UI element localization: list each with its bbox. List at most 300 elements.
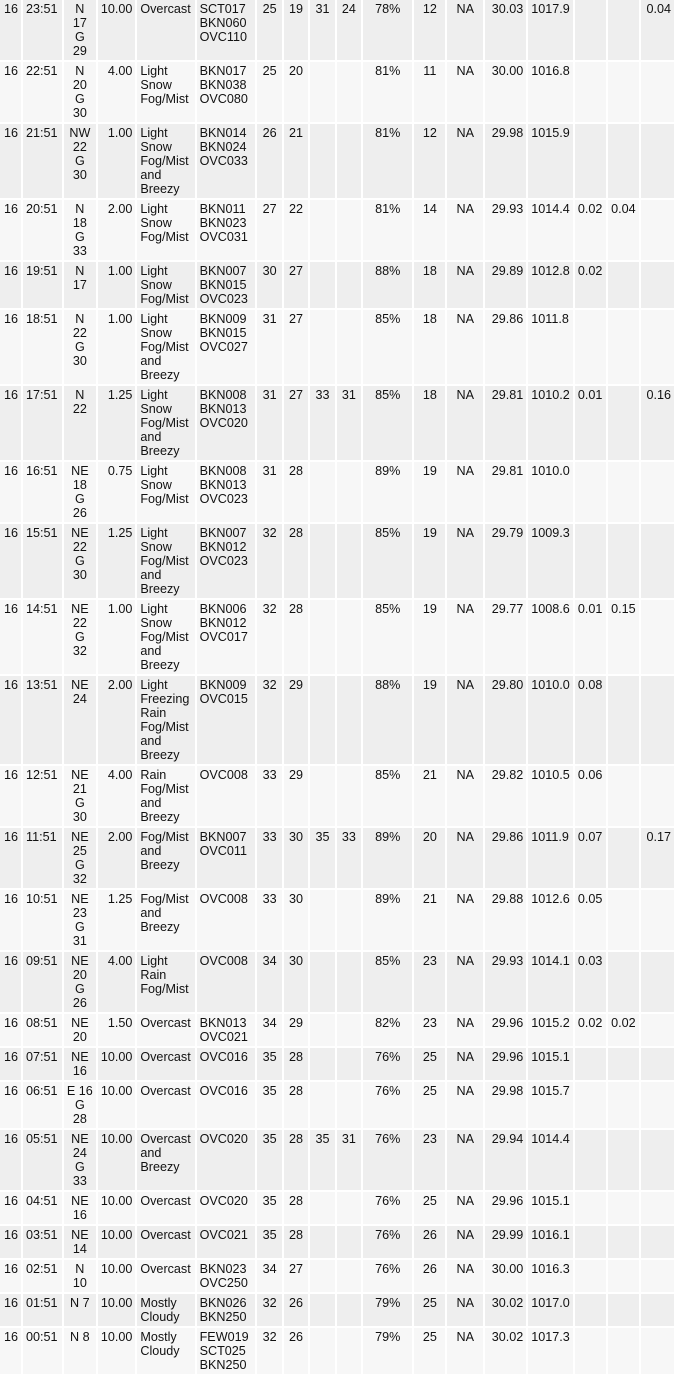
sky-condition-cell: BKN008 BKN013 OVC023	[197, 462, 256, 522]
altimeter-cell: 29.86	[485, 828, 526, 888]
sea-level-pressure-cell: 1015.1	[528, 1192, 573, 1224]
date-cell: 16	[0, 124, 21, 198]
air-temp-cell: 31	[257, 462, 281, 522]
sky-condition-cell: OVC021	[197, 1226, 256, 1258]
max-6hr-cell	[310, 262, 334, 308]
heat-index-cell: NA	[447, 1014, 483, 1046]
table-row	[0, 124, 674, 198]
max-6hr-cell	[310, 462, 334, 522]
heat-index-cell: NA	[447, 1048, 483, 1080]
sea-level-pressure-cell: 1009.3	[528, 524, 573, 598]
relative-humidity-cell: 85%	[363, 310, 412, 384]
time-cell: 06:51	[23, 1082, 62, 1128]
table-row	[0, 262, 674, 308]
dewpoint-cell: 30	[284, 890, 308, 950]
wind-chill-cell: 26	[414, 1260, 445, 1292]
visibility-cell: 2.00	[98, 828, 136, 888]
date-cell: 16	[0, 600, 21, 674]
min-6hr-cell	[337, 766, 361, 826]
dewpoint-cell: 20	[284, 62, 308, 122]
table-row	[0, 952, 674, 1012]
wind-cell: NE 24	[64, 676, 96, 764]
wind-chill-cell: 20	[414, 828, 445, 888]
wind-chill-cell: 23	[414, 1014, 445, 1046]
visibility-cell: 10.00	[98, 1048, 136, 1080]
weather-cell: Mostly Cloudy	[137, 1294, 194, 1326]
visibility-cell: 1.25	[98, 524, 136, 598]
wind-chill-cell: 26	[414, 1226, 445, 1258]
visibility-cell: 10.00	[98, 1082, 136, 1128]
table-row	[0, 1130, 674, 1190]
min-6hr-cell	[337, 1226, 361, 1258]
relative-humidity-cell: 89%	[363, 890, 412, 950]
table-row	[0, 600, 674, 674]
altimeter-cell: 29.96	[485, 1014, 526, 1046]
time-cell: 00:51	[23, 1328, 62, 1374]
precip-3hr-cell: 0.02	[608, 1014, 639, 1046]
altimeter-cell: 29.77	[485, 600, 526, 674]
precip-6hr-cell	[641, 200, 674, 260]
min-6hr-cell	[337, 124, 361, 198]
min-6hr-cell	[337, 1294, 361, 1326]
visibility-cell: 4.00	[98, 766, 136, 826]
min-6hr-cell: 31	[337, 386, 361, 460]
precip-3hr-cell	[608, 386, 639, 460]
wind-cell: NE 20	[64, 1014, 96, 1046]
min-6hr-cell	[337, 310, 361, 384]
sea-level-pressure-cell: 1014.4	[528, 1130, 573, 1190]
wind-chill-cell: 19	[414, 600, 445, 674]
heat-index-cell: NA	[447, 1294, 483, 1326]
min-6hr-cell	[337, 600, 361, 674]
sea-level-pressure-cell: 1016.1	[528, 1226, 573, 1258]
wind-cell: E 16 G 28	[64, 1082, 96, 1128]
wind-cell: NE 24 G 33	[64, 1130, 96, 1190]
air-temp-cell: 35	[257, 1082, 281, 1128]
weather-cell: Overcast	[137, 1226, 194, 1258]
precip-1hr-cell	[575, 1226, 606, 1258]
table-row	[0, 524, 674, 598]
wind-cell: N 8	[64, 1328, 96, 1374]
time-cell: 05:51	[23, 1130, 62, 1190]
weather-cell: Overcast	[137, 1048, 194, 1080]
precip-6hr-cell	[641, 124, 674, 198]
time-cell: 02:51	[23, 1260, 62, 1292]
min-6hr-cell: 33	[337, 828, 361, 888]
date-cell: 16	[0, 462, 21, 522]
precip-1hr-cell: 0.05	[575, 890, 606, 950]
min-6hr-cell	[337, 1082, 361, 1128]
wind-cell: NE 23 G 31	[64, 890, 96, 950]
sky-condition-cell: FEW019 SCT025 BKN250	[197, 1328, 256, 1374]
sky-condition-cell: SCT017 BKN060 OVC110	[197, 0, 256, 60]
relative-humidity-cell: 81%	[363, 200, 412, 260]
date-cell: 16	[0, 524, 21, 598]
precip-3hr-cell	[608, 828, 639, 888]
sea-level-pressure-cell: 1016.3	[528, 1260, 573, 1292]
date-cell: 16	[0, 200, 21, 260]
visibility-cell: 10.00	[98, 1226, 136, 1258]
weather-cell: Overcast	[137, 1014, 194, 1046]
precip-3hr-cell	[608, 1048, 639, 1080]
table-row	[0, 1192, 674, 1224]
sky-condition-cell: BKN007 BKN015 OVC023	[197, 262, 256, 308]
precip-6hr-cell	[641, 600, 674, 674]
altimeter-cell: 30.02	[485, 1328, 526, 1374]
time-cell: 14:51	[23, 600, 62, 674]
min-6hr-cell	[337, 1192, 361, 1224]
dewpoint-cell: 30	[284, 828, 308, 888]
dewpoint-cell: 28	[284, 1130, 308, 1190]
altimeter-cell: 29.86	[485, 310, 526, 384]
precip-1hr-cell	[575, 462, 606, 522]
max-6hr-cell: 33	[310, 386, 334, 460]
heat-index-cell: NA	[447, 766, 483, 826]
wind-chill-cell: 21	[414, 766, 445, 826]
max-6hr-cell	[310, 890, 334, 950]
max-6hr-cell	[310, 200, 334, 260]
visibility-cell: 2.00	[98, 676, 136, 764]
sea-level-pressure-cell: 1015.7	[528, 1082, 573, 1128]
wind-cell: NE 18 G 26	[64, 462, 96, 522]
heat-index-cell: NA	[447, 828, 483, 888]
wind-chill-cell: 18	[414, 262, 445, 308]
time-cell: 18:51	[23, 310, 62, 384]
heat-index-cell: NA	[447, 462, 483, 522]
max-6hr-cell: 35	[310, 1130, 334, 1190]
date-cell: 16	[0, 1048, 21, 1080]
time-cell: 21:51	[23, 124, 62, 198]
heat-index-cell: NA	[447, 0, 483, 60]
sky-condition-cell: BKN017 BKN038 OVC080	[197, 62, 256, 122]
precip-3hr-cell	[608, 1192, 639, 1224]
dewpoint-cell: 27	[284, 386, 308, 460]
heat-index-cell: NA	[447, 676, 483, 764]
wind-cell: N 17	[64, 262, 96, 308]
dewpoint-cell: 30	[284, 952, 308, 1012]
relative-humidity-cell: 81%	[363, 62, 412, 122]
precip-6hr-cell: 0.04	[641, 0, 674, 60]
air-temp-cell: 34	[257, 1260, 281, 1292]
wind-cell: N 10	[64, 1260, 96, 1292]
max-6hr-cell	[310, 600, 334, 674]
wind-chill-cell: 12	[414, 0, 445, 60]
date-cell: 16	[0, 62, 21, 122]
altimeter-cell: 29.98	[485, 124, 526, 198]
air-temp-cell: 32	[257, 524, 281, 598]
precip-6hr-cell	[641, 62, 674, 122]
sea-level-pressure-cell: 1008.6	[528, 600, 573, 674]
min-6hr-cell	[337, 462, 361, 522]
wind-chill-cell: 19	[414, 462, 445, 522]
date-cell: 16	[0, 766, 21, 826]
min-6hr-cell	[337, 1014, 361, 1046]
precip-1hr-cell: 0.02	[575, 200, 606, 260]
precip-1hr-cell	[575, 1130, 606, 1190]
dewpoint-cell: 29	[284, 766, 308, 826]
altimeter-cell: 29.93	[485, 952, 526, 1012]
dewpoint-cell: 28	[284, 524, 308, 598]
wind-cell: NE 16	[64, 1048, 96, 1080]
min-6hr-cell: 24	[337, 0, 361, 60]
relative-humidity-cell: 76%	[363, 1260, 412, 1292]
air-temp-cell: 32	[257, 600, 281, 674]
wind-cell: N 17 G 29	[64, 0, 96, 60]
time-cell: 12:51	[23, 766, 62, 826]
visibility-cell: 4.00	[98, 62, 136, 122]
precip-3hr-cell	[608, 0, 639, 60]
weather-cell: Light Snow Fog/Mist	[137, 62, 194, 122]
table-row	[0, 1260, 674, 1292]
visibility-cell: 10.00	[98, 1294, 136, 1326]
wind-chill-cell: 25	[414, 1082, 445, 1128]
dewpoint-cell: 26	[284, 1294, 308, 1326]
dewpoint-cell: 27	[284, 310, 308, 384]
relative-humidity-cell: 76%	[363, 1130, 412, 1190]
wind-chill-cell: 25	[414, 1294, 445, 1326]
precip-3hr-cell	[608, 1130, 639, 1190]
sky-condition-cell: OVC016	[197, 1048, 256, 1080]
precip-6hr-cell: 0.16	[641, 386, 674, 460]
sea-level-pressure-cell: 1010.2	[528, 386, 573, 460]
altimeter-cell: 30.02	[485, 1294, 526, 1326]
altimeter-cell: 29.89	[485, 262, 526, 308]
date-cell: 16	[0, 890, 21, 950]
relative-humidity-cell: 79%	[363, 1294, 412, 1326]
table-row	[0, 1226, 674, 1258]
precip-1hr-cell	[575, 62, 606, 122]
wind-cell: NW 22 G 30	[64, 124, 96, 198]
weather-cell: Fog/Mist and Breezy	[137, 828, 194, 888]
heat-index-cell: NA	[447, 1192, 483, 1224]
relative-humidity-cell: 79%	[363, 1328, 412, 1374]
weather-cell: Overcast	[137, 1260, 194, 1292]
relative-humidity-cell: 85%	[363, 524, 412, 598]
table-row	[0, 1294, 674, 1326]
wind-chill-cell: 25	[414, 1048, 445, 1080]
time-cell: 10:51	[23, 890, 62, 950]
dewpoint-cell: 27	[284, 1260, 308, 1292]
table-row	[0, 766, 674, 826]
dewpoint-cell: 28	[284, 1048, 308, 1080]
heat-index-cell: NA	[447, 1328, 483, 1374]
wind-cell: NE 21 G 30	[64, 766, 96, 826]
time-cell: 17:51	[23, 386, 62, 460]
relative-humidity-cell: 85%	[363, 952, 412, 1012]
precip-3hr-cell	[608, 1294, 639, 1326]
precip-6hr-cell	[641, 1014, 674, 1046]
max-6hr-cell	[310, 1328, 334, 1374]
table-row	[0, 62, 674, 122]
dewpoint-cell: 19	[284, 0, 308, 60]
air-temp-cell: 30	[257, 262, 281, 308]
precip-3hr-cell	[608, 1082, 639, 1128]
precip-6hr-cell: 0.17	[641, 828, 674, 888]
sea-level-pressure-cell: 1017.9	[528, 0, 573, 60]
sea-level-pressure-cell: 1015.1	[528, 1048, 573, 1080]
precip-6hr-cell	[641, 1192, 674, 1224]
time-cell: 09:51	[23, 952, 62, 1012]
table-row	[0, 890, 674, 950]
precip-1hr-cell	[575, 310, 606, 384]
precip-6hr-cell	[641, 1082, 674, 1128]
altimeter-cell: 29.94	[485, 1130, 526, 1190]
precip-1hr-cell	[575, 124, 606, 198]
min-6hr-cell	[337, 524, 361, 598]
min-6hr-cell	[337, 676, 361, 764]
heat-index-cell: NA	[447, 310, 483, 384]
precip-1hr-cell: 0.01	[575, 600, 606, 674]
dewpoint-cell: 28	[284, 1226, 308, 1258]
wind-chill-cell: 18	[414, 310, 445, 384]
heat-index-cell: NA	[447, 890, 483, 950]
visibility-cell: 1.25	[98, 890, 136, 950]
time-cell: 01:51	[23, 1294, 62, 1326]
max-6hr-cell	[310, 124, 334, 198]
time-cell: 07:51	[23, 1048, 62, 1080]
sea-level-pressure-cell: 1017.3	[528, 1328, 573, 1374]
precip-1hr-cell	[575, 1260, 606, 1292]
air-temp-cell: 35	[257, 1226, 281, 1258]
altimeter-cell: 29.80	[485, 676, 526, 764]
dewpoint-cell: 22	[284, 200, 308, 260]
time-cell: 13:51	[23, 676, 62, 764]
table-row	[0, 0, 674, 60]
date-cell: 16	[0, 386, 21, 460]
precip-1hr-cell: 0.03	[575, 952, 606, 1012]
wind-cell: N 22 G 30	[64, 310, 96, 384]
relative-humidity-cell: 88%	[363, 262, 412, 308]
date-cell: 16	[0, 1130, 21, 1190]
heat-index-cell: NA	[447, 200, 483, 260]
precip-1hr-cell: 0.02	[575, 262, 606, 308]
sky-condition-cell: BKN013 OVC021	[197, 1014, 256, 1046]
wind-cell: N 22	[64, 386, 96, 460]
weather-cell: Light Freezing Rain Fog/Mist and Breezy	[137, 676, 194, 764]
precip-3hr-cell	[608, 1226, 639, 1258]
visibility-cell: 2.00	[98, 200, 136, 260]
sea-level-pressure-cell: 1015.9	[528, 124, 573, 198]
altimeter-cell: 30.00	[485, 1260, 526, 1292]
air-temp-cell: 33	[257, 766, 281, 826]
relative-humidity-cell: 88%	[363, 676, 412, 764]
dewpoint-cell: 28	[284, 462, 308, 522]
air-temp-cell: 35	[257, 1192, 281, 1224]
heat-index-cell: NA	[447, 262, 483, 308]
precip-6hr-cell	[641, 462, 674, 522]
precip-3hr-cell	[608, 462, 639, 522]
time-cell: 19:51	[23, 262, 62, 308]
altimeter-cell: 29.88	[485, 890, 526, 950]
min-6hr-cell	[337, 262, 361, 308]
altimeter-cell: 29.99	[485, 1226, 526, 1258]
wind-cell: NE 22 G 32	[64, 600, 96, 674]
wind-chill-cell: 19	[414, 676, 445, 764]
air-temp-cell: 32	[257, 1328, 281, 1374]
dewpoint-cell: 29	[284, 1014, 308, 1046]
heat-index-cell: NA	[447, 952, 483, 1012]
weather-cell: Overcast	[137, 1192, 194, 1224]
dewpoint-cell: 21	[284, 124, 308, 198]
air-temp-cell: 26	[257, 124, 281, 198]
visibility-cell: 1.00	[98, 262, 136, 308]
precip-3hr-cell	[608, 62, 639, 122]
wind-chill-cell: 21	[414, 890, 445, 950]
precip-3hr-cell	[608, 766, 639, 826]
precip-1hr-cell	[575, 1048, 606, 1080]
time-cell: 04:51	[23, 1192, 62, 1224]
precip-1hr-cell: 0.01	[575, 386, 606, 460]
max-6hr-cell	[310, 676, 334, 764]
heat-index-cell: NA	[447, 1260, 483, 1292]
precip-3hr-cell	[608, 1260, 639, 1292]
sky-condition-cell: BKN023 OVC250	[197, 1260, 256, 1292]
date-cell: 16	[0, 1260, 21, 1292]
heat-index-cell: NA	[447, 62, 483, 122]
time-cell: 15:51	[23, 524, 62, 598]
altimeter-cell: 29.98	[485, 1082, 526, 1128]
precip-3hr-cell	[608, 124, 639, 198]
altimeter-cell: 29.96	[485, 1048, 526, 1080]
precip-6hr-cell	[641, 1328, 674, 1374]
relative-humidity-cell: 76%	[363, 1192, 412, 1224]
table-row	[0, 1082, 674, 1128]
min-6hr-cell	[337, 952, 361, 1012]
precip-3hr-cell: 0.15	[608, 600, 639, 674]
date-cell: 16	[0, 1328, 21, 1374]
weather-cell: Overcast and Breezy	[137, 1130, 194, 1190]
sky-condition-cell: OVC020	[197, 1192, 256, 1224]
wind-cell: NE 22 G 30	[64, 524, 96, 598]
air-temp-cell: 25	[257, 0, 281, 60]
sky-condition-cell: OVC008	[197, 952, 256, 1012]
sky-condition-cell: BKN011 BKN023 OVC031	[197, 200, 256, 260]
wind-chill-cell: 23	[414, 952, 445, 1012]
sky-condition-cell: BKN006 BKN012 OVC017	[197, 600, 256, 674]
sea-level-pressure-cell: 1016.8	[528, 62, 573, 122]
time-cell: 11:51	[23, 828, 62, 888]
heat-index-cell: NA	[447, 524, 483, 598]
table-row	[0, 828, 674, 888]
weather-cell: Light Snow Fog/Mist and Breezy	[137, 386, 194, 460]
min-6hr-cell	[337, 62, 361, 122]
max-6hr-cell: 31	[310, 0, 334, 60]
table-row	[0, 676, 674, 764]
dewpoint-cell: 28	[284, 600, 308, 674]
max-6hr-cell	[310, 952, 334, 1012]
sky-condition-cell: BKN007 BKN012 OVC023	[197, 524, 256, 598]
max-6hr-cell	[310, 1260, 334, 1292]
time-cell: 20:51	[23, 200, 62, 260]
heat-index-cell: NA	[447, 1130, 483, 1190]
table-row	[0, 1014, 674, 1046]
wind-cell: N 7	[64, 1294, 96, 1326]
air-temp-cell: 32	[257, 1294, 281, 1326]
precip-1hr-cell: 0.06	[575, 766, 606, 826]
date-cell: 16	[0, 1014, 21, 1046]
time-cell: 08:51	[23, 1014, 62, 1046]
max-6hr-cell	[310, 524, 334, 598]
sky-condition-cell: OVC008	[197, 766, 256, 826]
min-6hr-cell	[337, 200, 361, 260]
sea-level-pressure-cell: 1011.8	[528, 310, 573, 384]
relative-humidity-cell: 76%	[363, 1226, 412, 1258]
sky-condition-cell: OVC016	[197, 1082, 256, 1128]
precip-6hr-cell	[641, 1294, 674, 1326]
weather-cell: Light Snow Fog/Mist	[137, 262, 194, 308]
precip-6hr-cell	[641, 1048, 674, 1080]
table-row	[0, 386, 674, 460]
